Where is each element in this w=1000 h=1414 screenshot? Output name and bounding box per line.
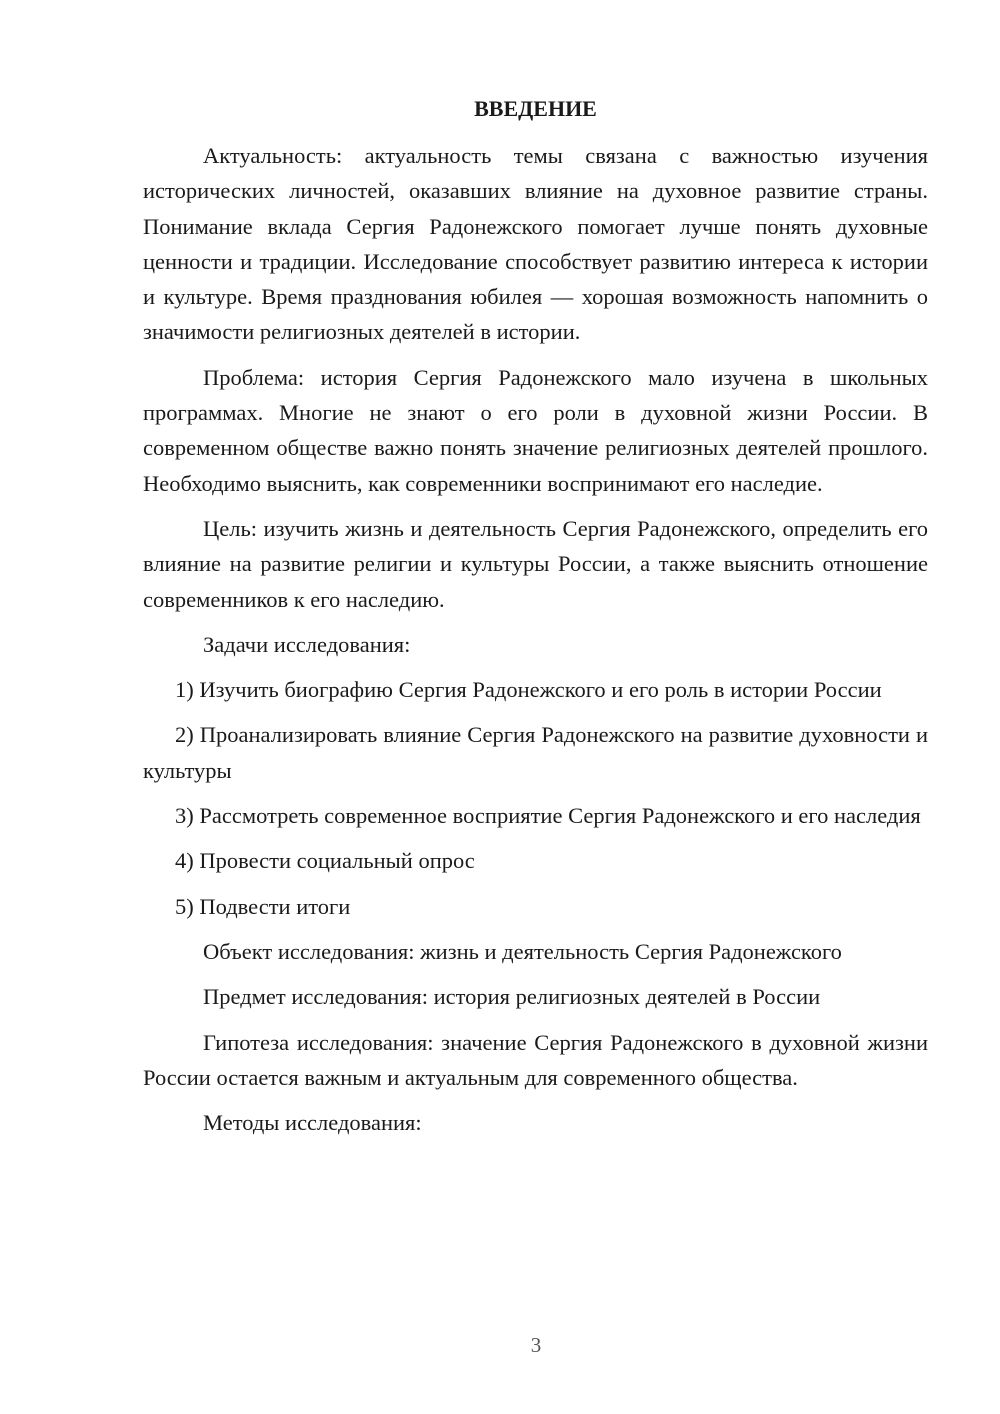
task-item: 5) Подвести итоги: [175, 893, 351, 919]
document-page: [143, 92, 928, 1150]
task-item: 4) Провести социальный опрос: [175, 848, 475, 874]
task-item: 1) Изучить биографию Сергия Радонежского и его роль в истории России: [175, 677, 882, 703]
tasks-heading: Задачи исследования:: [203, 631, 411, 657]
page-number: 3: [530, 1333, 542, 1357]
task-item: 2) Проанализировать влияние Сергия Радонежского на развитие духовности и культуры: [143, 722, 928, 783]
methods-heading: Методы исследования:: [203, 1110, 422, 1136]
problem-paragraph: Проблема: история Сергия Радонежского мало изучена в школьных программах. Многие не знают о его роли в духовной жизни России. В современном обществе важно понять значение религиозных деятелей прошлого. Необходимо выяснить, как современники воспринимают его наследие.: [143, 364, 928, 496]
relevance-paragraph: Актуальность: актуальность темы связана с важностью изучения исторических личностей, оказавших влияние на духовное развитие страны. Понимание вклада Сергия Радонежского помогает лучше понять духовные ценности и традиции. Исследование способствует развитию интереса к истории и культуре. Время празднования юбилея — хорошая возможность напомнить о значимости религиозных деятелей в истории.: [143, 143, 928, 345]
task-item: 3) Рассмотреть современное восприятие Сергия Радонежского и его наследия: [175, 803, 921, 829]
hypothesis-paragraph: Гипотеза исследования: значение Сергия Радонежского в духовной жизни России остается важным и актуальным для современного общества.: [143, 1029, 928, 1090]
goal-paragraph: Цель: изучить жизнь и деятельность Сергия Радонежского, определить его влияние на развитие религии и культуры России, а также выяснить отношение современников к его наследию.: [143, 515, 928, 612]
section-title: ВВЕДЕНИЕ: [474, 96, 597, 121]
subject-paragraph: Предмет исследования: история религиозных деятелей в России: [203, 984, 821, 1010]
object-paragraph: Объект исследования: жизнь и деятельность Сергия Радонежского: [203, 938, 842, 964]
